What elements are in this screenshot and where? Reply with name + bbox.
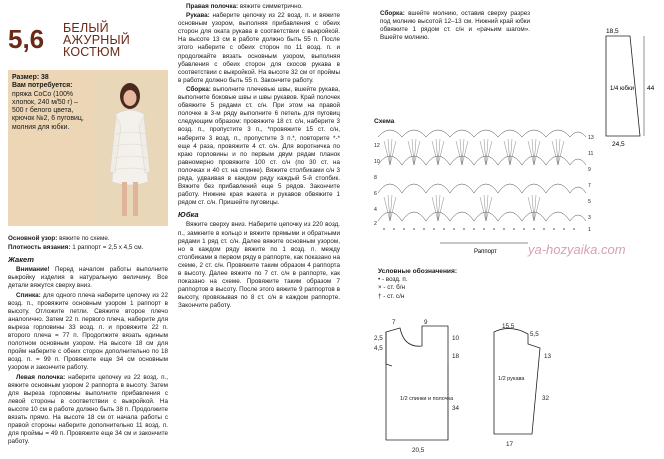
- attention-text: Перед началом работы выполните выкройку изделия в натуральную величину. Все детали вяжутся сверху вниз.: [8, 266, 169, 290]
- legend-title: Условные обозначения:: [378, 268, 458, 275]
- dim: 5,5: [530, 331, 539, 338]
- right-front-label: Правая полочка:: [186, 3, 239, 10]
- legend-item: • - возд. п.: [378, 276, 408, 284]
- row-number: 6: [374, 191, 377, 197]
- dim: 9: [424, 319, 428, 326]
- title-line: БЕЛЫЙ: [63, 21, 109, 35]
- sleeve-text: наберите цепочку из 22 возд. п. и вяжите основным узором, выполняя прибавления с обеих сторон для оката рукава в соответствии с выкройкой. На высоте 13 см в работе должно быть 55 п. После этого наберите с обеих сторон по 11 возд. п. и продолжайте вязать основным узором, выполняя убавления с обеих сторон для скосов рукава в соответствии с выкройкой. На высоте 32 см от проймы в работе должно быть 55 п. Закончите работу.: [178, 12, 341, 84]
- chart-grid: [374, 125, 596, 259]
- skirt-bottom-dim: 24,5: [612, 141, 625, 148]
- density-label: Плотность вязания:: [8, 244, 71, 252]
- dim: 2,5: [374, 335, 383, 342]
- dim: 13: [544, 353, 552, 360]
- pattern-value: вяжите по схеме.: [59, 235, 110, 242]
- back-pattern-label: 1/2 спинки и полочка: [400, 396, 454, 402]
- materials-text: пряжа CoCo (100% хлопок, 240 м/50 г) – 500 г белого цвета, крючок №2, 6 пуговиц, молния для юбки.: [12, 90, 84, 131]
- skirt-assembly-text: вшейте молнию, оставив сверху разрез под молнию высотой 12–13 см. Нижний край юбки обвяжите 1 рядом ст. с/н и «рачьим шагом». Вшейте молнию.: [380, 10, 531, 42]
- info-box: [8, 70, 168, 226]
- size-label: Размер: 38: [12, 74, 49, 81]
- dim: 32: [542, 395, 550, 402]
- model-photo: [94, 74, 164, 222]
- row-number: 12: [374, 143, 380, 149]
- row-number: 2: [374, 221, 377, 227]
- assembly-label: Сборка:: [186, 85, 211, 93]
- back-pattern-diagram: [372, 318, 472, 456]
- dim: 18: [452, 353, 460, 360]
- legend-item: × - ст. б/н: [378, 284, 405, 292]
- dim: 4,5: [374, 345, 383, 352]
- crochet-chart: [374, 118, 596, 262]
- section-heading: Юбка: [178, 210, 199, 220]
- row-number: 3: [588, 215, 591, 221]
- right-front-text: вяжите симметрично.: [239, 3, 303, 10]
- skirt-pattern-diagram: [590, 28, 660, 154]
- back-text: для одного плеча наберите цепочку из 22 возд. п., провяжите основным узором 1 раппорт в высоту. Отложите петли. Свяжите второе плечо аналогично. Затем 22 п. первого плеча, наберите для выреза горловины 33 возд. п. и провяжите 22 п. второго плеча = 77 п. Продолжите вязать единым полотном основным узором. На высоте 18 см для пройм наберите с обеих сторон дополнительно по 18 возд. п. = 99 п. Провяжите еще 34 см основным узором и закончите работу.: [8, 291, 169, 372]
- project-title: [63, 22, 130, 58]
- skirt-height-dim: 44: [647, 85, 655, 92]
- row-number: 13: [588, 135, 594, 141]
- section-heading: Жакет: [8, 255, 34, 265]
- pattern-label: Основной узор:: [8, 235, 58, 242]
- legend-item: † - ст. с/н: [378, 292, 405, 300]
- row-number: 11: [588, 151, 594, 157]
- row-number: 4: [374, 207, 377, 213]
- row-number: 10: [374, 159, 380, 165]
- sleeve-pattern-diagram: [480, 322, 560, 452]
- density-value: 1 раппорт = 2,5 x 4,5 см.: [72, 244, 144, 252]
- watermark: ya-hozyaika.com: [528, 242, 626, 257]
- project-number: 5,6: [8, 24, 45, 54]
- back-label: Спинка:: [16, 291, 41, 299]
- dim: 17: [506, 441, 514, 448]
- legend: [378, 268, 457, 301]
- need-label: Вам потребуется:: [12, 82, 73, 90]
- column-2: [178, 3, 341, 310]
- dim: 34: [452, 405, 460, 412]
- row-number: 5: [588, 199, 591, 205]
- column-3: [380, 10, 530, 43]
- info-text: [12, 74, 86, 132]
- title-line: АЖУРНЫЙ: [63, 33, 130, 47]
- dim: 10: [452, 335, 460, 342]
- sleeve-label: Рукава:: [186, 12, 210, 20]
- dim: 7: [392, 319, 396, 326]
- row-number: 9: [588, 167, 591, 173]
- row-number: 1: [588, 227, 591, 233]
- title-line: КОСТЮМ: [63, 45, 121, 59]
- rapport-label: Раппорт: [474, 249, 497, 255]
- left-front-label: Левая полочка:: [16, 373, 66, 381]
- row-number: 7: [588, 183, 591, 189]
- skirt-pattern-label: 1/4 юбки: [610, 86, 634, 92]
- dim: 15,5: [502, 323, 515, 330]
- sleeve-pattern-label: 1/2 рукава: [498, 376, 525, 382]
- dim: 20,5: [412, 447, 425, 454]
- assembly-text: выполните плечевые швы, вшейте рукава, выполните боковые швы и швы рукавов. Край полочек обвяжите 5 рядами ст. с/н. При этом на правой полочке в 3-м ряду выполните 6 петель для пуговиц следующим образом: провяжите 18 ст. с/н, наберите 3 возд. п., пропустите 3 п., *провяжите 15 ст. с/н, наберите 3 возд. п., пропустите 3 п.*, повторите *-* еще 4 раза, провяжите 4 ст. с/н. Для воротничка по краю горловины и по первым двум рядам планок равномерно провяжите 100 ст. с/н (по 30 ст. на полочках и 40 ст. на спинке). Вяжите столбиками с/н 3 ряда, удваивая в каждом ряду каждый 5-й столбик. Вяжите без прибавлений еще 5 рядов. Закончите работу. Нижние края жакета и рукавов обвяжите 1 рядом ст. с/н. Пришейте пуговицы.: [178, 85, 340, 207]
- chart-title: Схема: [374, 118, 395, 125]
- skirt-assembly-label: Сборка:: [380, 10, 405, 17]
- column-1: [8, 235, 169, 446]
- skirt-top-dim: 18,5: [606, 28, 619, 35]
- left-front-text: наберите цепочку из 22 возд. п., вяжите основным узором 2 раппорта в высоту. Затем для выреза горловины выполните прибавления с левой стороны в соответствии с выкройкой. На высоте 10 см в работе должно быть 38 п. Продолжите вязать прямо. На высоте 18 см от начала работы с правой стороны наберите дополнительно 11 возд. п. для проймы = 49 п. Провяжите еще 34 см и закончите работу.: [8, 373, 168, 446]
- skirt-text: Вяжите сверху вниз. Наберите цепочку из 220 возд. п., замкните в кольцо и вяжите прямыми и обратными рядами 1 ряд ст. с/н. Далее вяжите основным узором, но в каждом ряду вяжите по 1 возд. п. между столбиками в первом ряду в раппорте, как показано на схеме, 2 ст. с/н. Провяжите таким образом 4 раппорта в высоту. Далее вяжите по 7 ст. с/н в раппорте, как показано на схеме. Провяжите таким образом 7 раппортов в высоту. После этого вяжите 9 раппортов в высоту, провязывая по 8 ст. с/н в каждом раппорте. Закончите работу.: [178, 221, 340, 310]
- attention-label: Внимание!: [16, 266, 50, 274]
- row-number: 8: [374, 175, 377, 181]
